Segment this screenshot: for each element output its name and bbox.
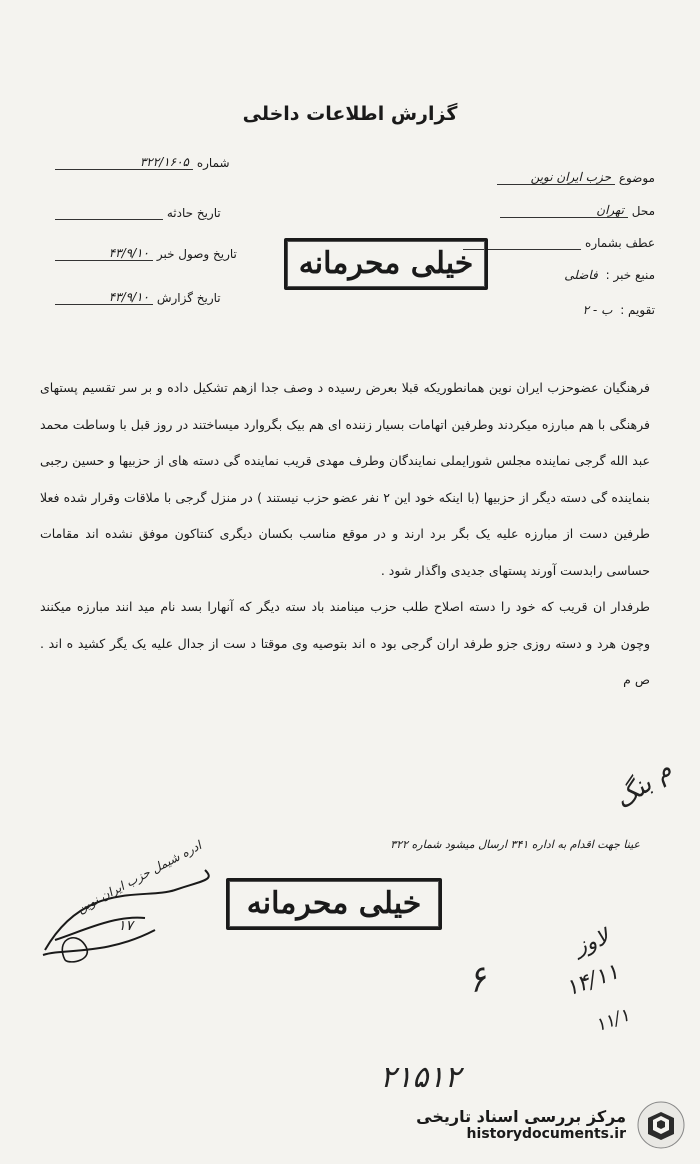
field-report-date — [55, 290, 221, 305]
field-number — [55, 155, 230, 170]
archive-website: historydocuments.ir — [466, 1126, 626, 1142]
field-report-date-label: تاریخ گزارش — [156, 291, 221, 305]
handwritten-date-a: لاوز — [571, 924, 613, 961]
field-source-value: فاضلی — [564, 268, 598, 282]
field-evaluation-value: ب - ۲ — [582, 303, 613, 317]
forwarding-note: عینا جهت اقدام به اداره ۳۴۱ ارسال میشود شماره ۳۲۲ — [390, 838, 640, 851]
field-receive-date-label: تاریخ وصول خبر — [156, 247, 237, 261]
field-place — [500, 203, 655, 218]
handwritten-date-c: ۱۱/۱ — [592, 1004, 633, 1037]
paragraph-1: فرهنگیان عضوحزب ایران نوین همانطوریکه قبلا بعرض رسیده د وصف جدا ازهم تشکیل داده و بر سر تقسیم پستهای فرهنگی با هم مبارزه میکردند وطرفین اتهامات بسیار زننده ای هم بیک بگروارد میساختند در روز قبل با وساطت محمد عبد الله گرجی نماینده مجلس شورایملی نمایندگان وطرف مهدی قریب نماینده گی دسته های از حزبیها و حسین رجبی بنماینده گی دسته دیگر از حزبیها (با اینکه خود این ۲ نفر عضو حزب نیستند ) در منزل گرجی با ملاقات وقرار شده فعلا طرفین دست از مبارزه علیه یک بگر برد ارند و در موقع مناسب بکسان دیگری کنتاکون موفق نشده اند مقامات حساسی رابدست آورند پستهای جدیدی واگذار شود . — [40, 380, 650, 578]
field-number-label: شماره — [196, 156, 230, 170]
field-receive-date — [55, 246, 237, 261]
field-incident-date — [55, 205, 221, 220]
margin-note: م بنگ — [609, 754, 678, 816]
field-place-value: تهران — [500, 203, 628, 218]
field-report-date-value: ۴۳/۹/۱۰ — [55, 290, 153, 305]
field-source — [560, 268, 655, 282]
field-source-label: منبع خبر : — [605, 268, 655, 282]
field-incident-date-label: تاریخ حادثه — [166, 206, 221, 220]
field-incident-date-value — [55, 205, 163, 220]
field-evaluation-label: تقویم : — [620, 303, 655, 317]
field-place-label: محل — [631, 204, 655, 218]
handwritten-mark: ۶ — [463, 958, 492, 1002]
signature-text: ادره شیمل حزب ایران نوین — [74, 838, 204, 916]
field-number-value: ۳۲۲/۱۶۰۵ — [55, 155, 193, 170]
confidential-stamp-bottom: خیلی محرمانه — [226, 878, 442, 930]
field-subject-value: حزب ایران نوین — [497, 170, 615, 185]
signature-number: ۱۷ — [118, 918, 134, 934]
archive-org-name: مرکز بررسی اسناد تاریخی — [416, 1107, 626, 1126]
archive-logo-icon — [636, 1100, 686, 1150]
field-subject — [497, 170, 655, 185]
paragraph-2: طرفدار ان قریب که خود را دسته اصلاح طلب حزب مینامند باد سته دیگر که آنهارا بسد نام مید انند مبارزه میکنند وچون هرد و دسته روزی جزو طرفد اران گرجی بود ه اند بتوصیه وی موقتا د ست از جدال علیه یک یگر کشید ه اند . ص م — [40, 599, 650, 687]
archive-number: ۲۱۵۱۲ — [380, 1060, 461, 1095]
field-evaluation — [579, 303, 655, 317]
field-receive-date-value: ۴۳/۹/۱۰ — [55, 246, 153, 261]
archive-footer — [416, 1107, 626, 1142]
field-reference-label: عطف بشماره — [585, 236, 655, 250]
report-body — [40, 370, 650, 699]
document-title: گزارش اطلاعات داخلی — [242, 103, 458, 125]
confidential-stamp-top: خیلی محرمانه — [284, 238, 488, 290]
handwritten-date-b: ۱۴/۱۱ — [562, 959, 623, 1002]
field-subject-label: موضوع — [618, 171, 655, 185]
field-reference — [463, 235, 655, 250]
